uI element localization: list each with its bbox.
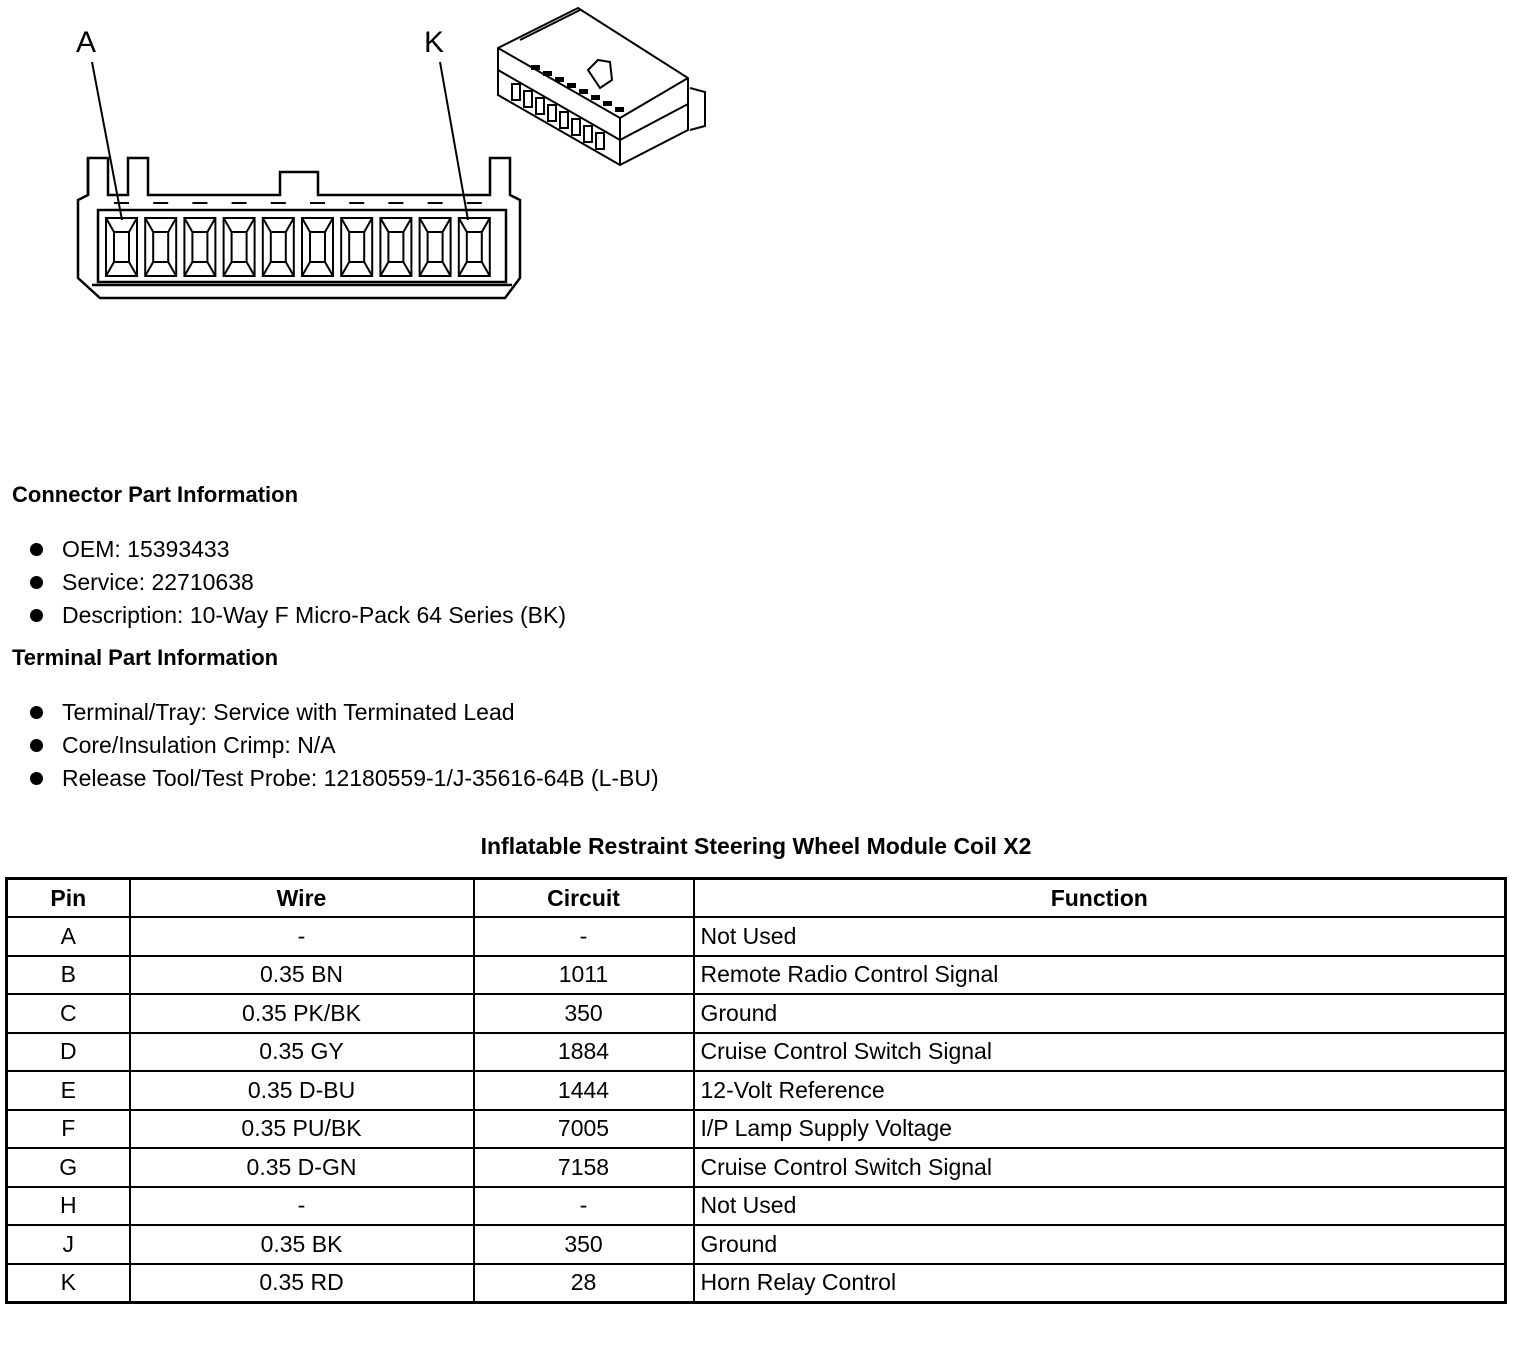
cell-wire: - — [130, 1187, 474, 1226]
cell-wire: 0.35 PK/BK — [130, 994, 474, 1033]
terminal-cavity — [184, 218, 215, 276]
connector-info-heading: Connector Part Information — [12, 482, 299, 507]
cell-wire: 0.35 BK — [130, 1225, 474, 1264]
header-pin: Pin — [7, 879, 130, 918]
iso-cavity — [512, 84, 520, 100]
table-row — [7, 1225, 1506, 1264]
list-item-text: Release Tool/Test Probe: 12180559-1/J-35616-64B (L-BU) — [62, 765, 659, 791]
cell-pin: G — [7, 1148, 130, 1187]
table-row — [7, 1033, 1506, 1072]
pinout-table — [5, 877, 1507, 1304]
terminal-cavity — [459, 218, 490, 276]
cell-pin: F — [7, 1110, 130, 1149]
table-row — [7, 956, 1506, 995]
iso-slot — [556, 78, 563, 81]
cell-wire: 0.35 D-GN — [130, 1148, 474, 1187]
table-title: Inflatable Restraint Steering Wheel Module Coil X2 — [480, 833, 1032, 859]
header-function: Function — [694, 879, 1506, 918]
iso-slot — [532, 66, 539, 69]
cell-function: Ground — [694, 1225, 1506, 1264]
list-item-text: Terminal/Tray: Service with Terminated Lead — [62, 699, 515, 725]
terminal-cavity — [106, 218, 137, 276]
iso-slot — [580, 90, 587, 93]
cell-circuit: 350 — [474, 1225, 694, 1264]
iso-slot — [568, 84, 575, 87]
iso-cavity — [524, 91, 532, 107]
list-item — [30, 599, 566, 632]
cell-function: Remote Radio Control Signal — [694, 956, 1506, 995]
cell-circuit: 1011 — [474, 956, 694, 995]
iso-cavity — [572, 119, 580, 135]
cell-function: Not Used — [694, 1187, 1506, 1226]
table-row — [7, 1187, 1506, 1226]
cell-wire: 0.35 D-BU — [130, 1071, 474, 1110]
iso-cavity — [548, 105, 556, 121]
cell-pin: D — [7, 1033, 130, 1072]
terminal-info-list — [30, 696, 659, 795]
terminal-cavity — [420, 218, 451, 276]
list-item-text: OEM: 15393433 — [62, 536, 230, 562]
terminal-cavity — [145, 218, 176, 276]
pin-k-leader — [440, 62, 468, 220]
connector-isometric-view — [498, 8, 705, 165]
cell-circuit: 7158 — [474, 1148, 694, 1187]
cell-pin: K — [7, 1264, 130, 1303]
terminal-cavity — [341, 218, 372, 276]
pin-k-label: K — [424, 26, 445, 59]
cell-function: Cruise Control Switch Signal — [694, 1148, 1506, 1187]
cell-circuit: - — [474, 917, 694, 956]
list-item-text: Description: 10-Way F Micro-Pack 64 Series (BK) — [62, 602, 567, 628]
bullet-icon — [30, 739, 43, 752]
terminal-cavities — [106, 203, 490, 276]
pin-a-label: A — [76, 26, 97, 59]
iso-cavity — [584, 126, 592, 142]
connector-diagram — [0, 0, 760, 330]
cell-wire: - — [130, 917, 474, 956]
cell-function: Horn Relay Control — [694, 1264, 1506, 1303]
cell-function: I/P Lamp Supply Voltage — [694, 1110, 1506, 1149]
iso-slot — [592, 96, 599, 99]
cell-circuit: 350 — [474, 994, 694, 1033]
table-row — [7, 994, 1506, 1033]
cell-pin: C — [7, 994, 130, 1033]
list-item-text: Service: 22710638 — [62, 569, 254, 595]
header-circuit: Circuit — [474, 879, 694, 918]
terminal-cavity — [263, 218, 294, 276]
iso-slot — [544, 72, 551, 75]
list-item — [30, 729, 659, 762]
cell-pin: J — [7, 1225, 130, 1264]
cell-function: Not Used — [694, 917, 1506, 956]
iso-cavity — [560, 112, 568, 128]
iso-cavity — [596, 133, 604, 149]
list-item — [30, 762, 659, 795]
list-item — [30, 696, 659, 729]
header-wire: Wire — [130, 879, 474, 918]
iso-slot — [616, 108, 623, 111]
cell-function: Cruise Control Switch Signal — [694, 1033, 1506, 1072]
table-row — [7, 1264, 1506, 1303]
bullet-icon — [30, 706, 43, 719]
terminal-cavity — [302, 218, 333, 276]
cell-pin: E — [7, 1071, 130, 1110]
terminal-cavity — [380, 218, 411, 276]
cell-circuit: 1444 — [474, 1071, 694, 1110]
cell-wire: 0.35 BN — [130, 956, 474, 995]
connector-info-list — [30, 533, 566, 632]
isometric-pin-slots — [512, 66, 623, 149]
bullet-icon — [30, 772, 43, 785]
terminal-info-heading: Terminal Part Information — [12, 645, 279, 670]
cell-circuit: 7005 — [474, 1110, 694, 1149]
bullet-icon — [30, 576, 43, 589]
list-item-text: Core/Insulation Crimp: N/A — [62, 732, 336, 758]
cell-circuit: 28 — [474, 1264, 694, 1303]
table-row — [7, 1071, 1506, 1110]
table-row — [7, 917, 1506, 956]
cell-wire: 0.35 PU/BK — [130, 1110, 474, 1149]
bullet-icon — [30, 543, 43, 556]
table-row — [7, 1148, 1506, 1187]
pin-a-leader — [92, 62, 122, 220]
cell-function: Ground — [694, 994, 1506, 1033]
list-item — [30, 533, 566, 566]
bullet-icon — [30, 609, 43, 622]
cell-circuit: 1884 — [474, 1033, 694, 1072]
list-item — [30, 566, 566, 599]
table-row — [7, 1110, 1506, 1149]
cell-wire: 0.35 GY — [130, 1033, 474, 1072]
iso-cavity — [536, 98, 544, 114]
cell-pin: H — [7, 1187, 130, 1226]
terminal-cavity — [224, 218, 255, 276]
cell-pin: A — [7, 917, 130, 956]
cell-wire: 0.35 RD — [130, 1264, 474, 1303]
table-header-row — [7, 879, 1506, 918]
cell-pin: B — [7, 956, 130, 995]
iso-slot — [604, 102, 611, 105]
cell-function: 12-Volt Reference — [694, 1071, 1506, 1110]
cell-circuit: - — [474, 1187, 694, 1226]
